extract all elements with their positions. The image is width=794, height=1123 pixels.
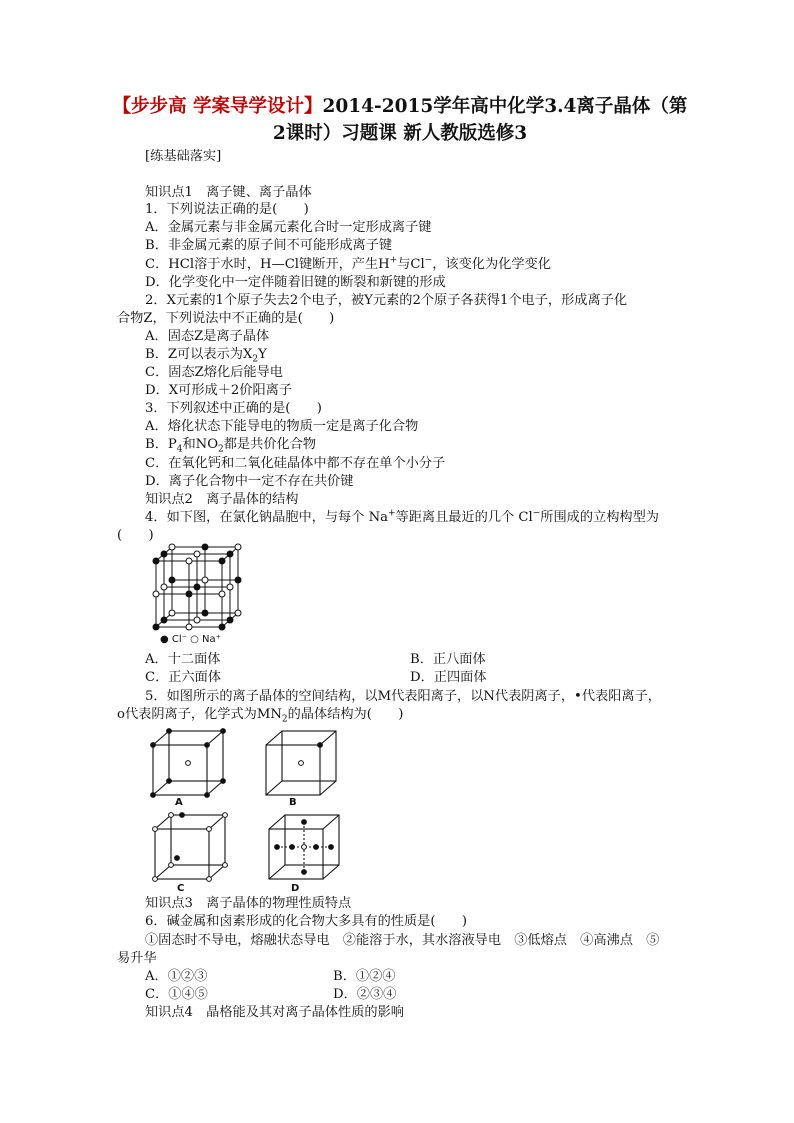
q1-stem: 1．下列说法正确的是( ) — [145, 202, 309, 217]
knowledge-point-3: 知识点3 离子晶体的物理性质特点 — [145, 896, 352, 911]
q4-option-b: B．正八面体 — [410, 652, 486, 667]
q6-option-a: A．①②③ — [145, 969, 208, 984]
brand-label: 【步步高 学案导学设计】 — [112, 96, 323, 117]
q6-option-d: D．②③④ — [333, 987, 397, 1002]
q4-option-d: D．正四面体 — [410, 670, 487, 685]
q3-option-c: C．在氧化钙和二氧化硅晶体中都不存在单个小分子 — [145, 456, 446, 471]
q4-option-c: C．正六面体 — [145, 670, 222, 685]
nacl-unit-cell-figure — [150, 543, 242, 631]
nacl-legend: ● Cl⁻ ○ Na⁺ — [160, 634, 221, 645]
q1-option-c: C．HCl溶于水时，H—Cl键断开，产生H+与Cl−，该变化为化学变化 — [145, 255, 551, 272]
cube-label-c: C — [177, 883, 185, 894]
q1-option-d: D．化学变化中一定伴随着旧键的断裂和新键的形成 — [145, 275, 446, 290]
q5-stem-2: o代表阴离子，化学式为$MN_2$的晶体结构为( ) — [117, 707, 404, 725]
q4-option-a: A．十二面体 — [145, 652, 221, 667]
cube-label-d: D — [291, 883, 300, 894]
q4-stem-2: ( ) — [117, 528, 154, 543]
q2-option-d: D．X可形成＋2价阳离子 — [145, 383, 293, 398]
q4-stem: 4．如下图，在氯化钠晶胞中，与每个 Na+等距离且最近的几个 Cl−所围成的立构构型为 — [145, 508, 659, 525]
knowledge-point-2: 知识点2 离子晶体的结构 — [145, 492, 299, 507]
section-label: [练基础落实] — [145, 149, 222, 164]
q6-option-b: B．①②④ — [333, 969, 396, 984]
q2-option-b: B．Z可以表示为$X_2Y$ — [145, 347, 267, 365]
knowledge-point-4: 知识点4 晶格能及其对离子晶体性质的影响 — [145, 1005, 404, 1020]
nacl-cell-svg — [150, 543, 242, 631]
cube-figure-c — [152, 812, 228, 882]
q1-option-b: B．非金属元素的原子间不可能形成离子键 — [145, 238, 393, 253]
title-text-1: 2014-2015学年高中化学3.4离子晶体（第 — [322, 96, 688, 117]
q6-stem: 6．碱金属和卤素形成的化合物大多具有的性质是( ) — [145, 914, 467, 929]
title-text-2: 2课时）习题课 新人教版选修3 — [272, 123, 528, 144]
q6-option-c: C．①④⑤ — [145, 987, 208, 1002]
cube-figure-b — [263, 728, 339, 798]
q2-option-a: A．固态Z是离子晶体 — [145, 329, 270, 344]
knowledge-point-1: 知识点1 离子键、离子晶体 — [145, 185, 312, 200]
q2-option-c: C．固态Z熔化后能导电 — [145, 365, 283, 380]
q3-option-d: D．离子化合物中一定不存在共价键 — [145, 474, 354, 489]
q2-stem-1: 2．X元素的1个原子失去2个电子，被Y元素的2个原子各获得1个电子，形成离子化 — [145, 293, 628, 308]
q6-options-2: 易升华 — [117, 951, 157, 966]
q3-stem: 3．下列叙述中正确的是( ) — [145, 401, 322, 416]
cube-label-b: B — [289, 797, 297, 808]
document-title — [110, 93, 690, 147]
q6-options-1: ①固态时不导电，熔融状态导电 ②能溶于水，其水溶液导电 ③低熔点 ④高沸点 ⑤ — [145, 933, 660, 948]
q3-option-a: A．熔化状态下能导电的物质一定是离子化合物 — [145, 419, 419, 434]
cube-figure-d — [266, 812, 342, 882]
cube-figure-a — [150, 728, 226, 798]
cube-label-a: A — [175, 797, 183, 808]
q5-stem-1: 5．如图所示的离子晶体的空间结构，以M代表阳离子，以N代表阴离子，•代表阳离子， — [145, 689, 661, 704]
q1-option-a: A．金属元素与非金属元素化合时一定形成离子键 — [145, 220, 432, 235]
q2-stem-2: 合物Z，下列说法中不正确的是( ) — [117, 311, 335, 326]
q3-option-b: B．$P_4$和$NO_2$都是共价化合物 — [145, 437, 317, 455]
